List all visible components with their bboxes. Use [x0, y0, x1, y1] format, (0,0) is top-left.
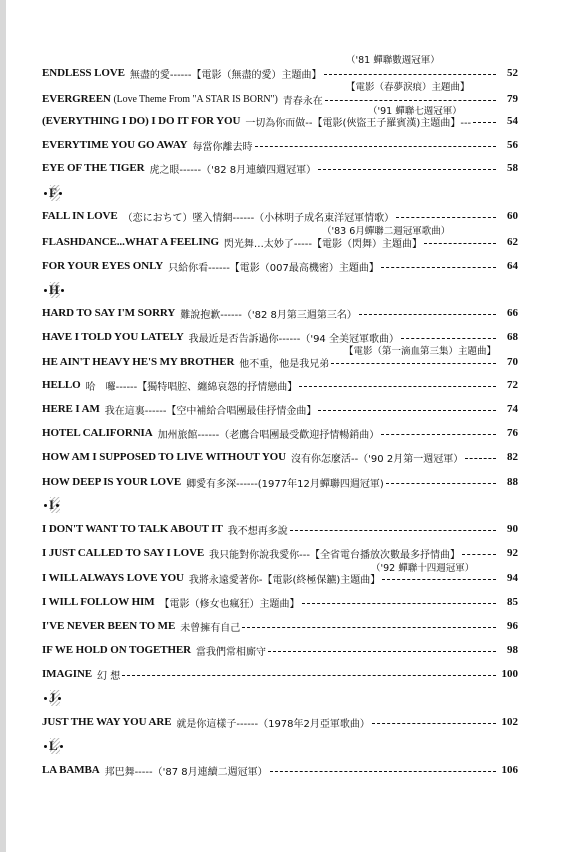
- song-entry[interactable]: [42, 545, 518, 561]
- song-entry[interactable]: [42, 666, 518, 682]
- chart-note: （'83 6月蟬聯二週冠軍歌曲）: [322, 226, 451, 237]
- song-entry[interactable]: [42, 762, 518, 778]
- song-entry[interactable]: [42, 354, 518, 370]
- section-letter-h: H: [44, 283, 66, 297]
- page-number: 85: [507, 596, 518, 608]
- page-number: 79: [507, 93, 518, 105]
- song-entry[interactable]: [42, 160, 518, 176]
- song-title-en: EYE OF THE TIGER: [42, 162, 145, 174]
- section-letter-j: J: [44, 691, 66, 705]
- binding-edge: [0, 0, 6, 852]
- page-number: 102: [501, 716, 518, 728]
- song-title-zh: 我在這裏------【空中補給合唱團最佳抒情金曲】: [104, 405, 317, 417]
- song-title-en: FLASHDANCE...WHAT A FEELING: [42, 236, 219, 248]
- song-title-zh: 一切為你而做--【電影(俠盜王子羅賓漢)主題曲】---: [245, 117, 472, 129]
- song-title-en: HE AIN'T HEAVY HE'S MY BROTHER: [42, 356, 235, 368]
- song-entry[interactable]: [42, 449, 518, 465]
- page-number: 62: [507, 236, 518, 248]
- song-entry[interactable]: [42, 258, 518, 274]
- song-entry[interactable]: [42, 570, 518, 586]
- song-title-en: FOR YOUR EYES ONLY: [42, 260, 164, 272]
- page-number: 76: [507, 427, 518, 439]
- chart-note: 【電影（第一滴血第三集）主題曲】: [344, 346, 497, 357]
- song-title-en: IMAGINE: [42, 668, 93, 680]
- dot-leader: [331, 363, 496, 364]
- song-title-en: I WILL ALWAYS LOVE YOU: [42, 572, 184, 584]
- dot-leader: [381, 434, 496, 435]
- song-title-en: (EVERYTHING I DO) I DO IT FOR YOU: [42, 115, 241, 127]
- dot-leader: [473, 122, 496, 123]
- song-title-zh: 虎之眼------（'82 8月連續四週冠軍）: [149, 164, 317, 176]
- dot-leader: [396, 217, 496, 218]
- song-title-zh: 青春永在: [282, 95, 323, 107]
- song-title-zh: 卿愛有多深------(1977年12月蟬聯四週冠軍): [186, 478, 384, 490]
- page-number: 52: [507, 67, 518, 79]
- page-number: 68: [507, 331, 518, 343]
- dot-leader: [325, 100, 496, 101]
- page-number: 98: [507, 644, 518, 656]
- song-title-en: HOTEL CALIFORNIA: [42, 427, 153, 439]
- section-letter-i: I: [44, 498, 66, 512]
- dot-leader: [372, 723, 496, 724]
- song-title-zh: 加州旅館------（老鷹合唱團最受歡迎抒情暢銷曲）: [157, 429, 380, 441]
- song-entry[interactable]: [42, 113, 518, 129]
- dot-leader: [122, 675, 496, 676]
- dot-leader: [255, 146, 496, 147]
- chart-note: （'91 蟬聯七週冠軍）: [368, 106, 462, 117]
- section-letter-f: F: [44, 186, 66, 200]
- song-entry[interactable]: [42, 521, 518, 537]
- dot-leader: [401, 338, 496, 339]
- page-number: 100: [501, 668, 518, 680]
- song-entry[interactable]: [42, 401, 518, 417]
- song-title-zh: （恋におちて）墜入情網------（小林明子成名東洋冠軍情歌）: [122, 212, 395, 224]
- chart-note: （'92 蟬聯十四週冠軍）: [371, 563, 475, 574]
- page-number: 66: [507, 307, 518, 319]
- song-entry[interactable]: [42, 305, 518, 321]
- page-number: 64: [507, 260, 518, 272]
- page-number: 72: [507, 379, 518, 391]
- song-title-zh: 難說抱歉------（'82 8月第三週第三名）: [180, 309, 357, 321]
- song-title-en: FALL IN LOVE: [42, 210, 118, 222]
- page-number: 88: [507, 476, 518, 488]
- song-entry[interactable]: [42, 208, 518, 224]
- song-title-en: I WILL FOLLOW HIM: [42, 596, 155, 608]
- dot-leader: [386, 483, 496, 484]
- song-title-zh: 我最近是否告訴過你------（'94 全美冠軍歌曲）: [188, 333, 399, 345]
- page-number: 106: [501, 764, 518, 776]
- dot-leader: [318, 169, 496, 170]
- song-title-zh: 未曾擁有自己: [180, 622, 241, 634]
- song-title-zh: 哈 囉------【獨特唱腔、纏綿哀怨的抒情戀曲】: [85, 381, 298, 393]
- page-number: 94: [507, 572, 518, 584]
- song-title-zh: 我將永遠愛著你-【電影(終極保鑣)主題曲】: [188, 574, 381, 586]
- song-title-zh: 只給你看------【電影（007最高機密）主題曲】: [168, 262, 379, 274]
- song-title-zh: 當我們常相廝守: [196, 646, 266, 658]
- song-entry[interactable]: [42, 714, 518, 730]
- page-number: 58: [507, 162, 518, 174]
- chart-note: 【電影（春夢淚痕）主題曲】: [346, 82, 470, 93]
- song-title-en: HERE I AM: [42, 403, 100, 415]
- dot-leader: [465, 458, 496, 459]
- page-number: 90: [507, 523, 518, 535]
- song-title-en: I'VE NEVER BEEN TO ME: [42, 620, 176, 632]
- song-entry[interactable]: [42, 594, 518, 610]
- page-number: 96: [507, 620, 518, 632]
- song-title-en: LA BAMBA: [42, 764, 100, 776]
- page-number: 60: [507, 210, 518, 222]
- song-entry[interactable]: [42, 234, 518, 250]
- song-entry[interactable]: [42, 377, 518, 393]
- song-title-zh: 我只能對你說我愛你---【全省電台播放次數最多抒情曲】: [209, 549, 460, 561]
- song-title-en: JUST THE WAY YOU ARE: [42, 716, 172, 728]
- dot-leader: [299, 386, 496, 387]
- song-title-en: HARD TO SAY I'M SORRY: [42, 307, 176, 319]
- dot-leader: [462, 554, 496, 555]
- song-title-en: [42, 93, 278, 105]
- dot-leader: [302, 603, 496, 604]
- song-title-en: HAVE I TOLD YOU LATELY: [42, 331, 184, 343]
- page-number: 74: [507, 403, 518, 415]
- song-title-en: ENDLESS LOVE: [42, 67, 125, 79]
- song-title-zh: 就是你這樣子------（1978年2月亞軍歌曲）: [176, 718, 370, 730]
- song-entry[interactable]: [42, 137, 518, 153]
- dot-leader: [270, 771, 496, 772]
- song-entry[interactable]: [42, 425, 518, 441]
- section-letter-l: L: [44, 739, 66, 753]
- dot-leader: [381, 267, 496, 268]
- song-title-en: I JUST CALLED TO SAY I LOVE: [42, 547, 205, 559]
- song-title-zh: 幻 想: [97, 670, 121, 682]
- page-number: 54: [507, 115, 518, 127]
- song-entry[interactable]: [42, 474, 518, 490]
- song-title-en: HOW DEEP IS YOUR LOVE: [42, 476, 182, 488]
- dot-leader: [359, 314, 496, 315]
- page-number: 82: [507, 451, 518, 463]
- song-title-zh: 【電影（修女也瘋狂）主題曲】: [159, 598, 300, 610]
- dot-leader: [382, 579, 496, 580]
- song-title-zh: 沒有你怎麼活--（'90 2月第一週冠軍）: [290, 453, 464, 465]
- song-title-zh: 邦巴舞-----（'87 8月連續二週冠軍）: [104, 766, 268, 778]
- song-title-en: HELLO: [42, 379, 81, 391]
- song-title-en-main: EVERGREEN: [42, 93, 111, 105]
- dot-leader: [290, 530, 496, 531]
- song-title-en: EVERYTIME YOU GO AWAY: [42, 139, 188, 151]
- chart-note: （'81 蟬聯數週冠軍）: [346, 55, 440, 66]
- page-number: 56: [507, 139, 518, 151]
- song-title-en: IF WE HOLD ON TOGETHER: [42, 644, 191, 656]
- song-title-en-subtitle: (Love Theme From "A STAR IS BORN"): [113, 94, 278, 105]
- song-title-zh: 我不想再多說: [227, 525, 288, 537]
- dot-leader: [324, 74, 496, 75]
- song-title-zh: 閃光舞…太妙了-----【電影（閃舞）主題曲】: [223, 238, 422, 250]
- song-title-zh: 無盡的愛------【電影（無盡的愛）主題曲】: [129, 69, 322, 81]
- page-number: 92: [507, 547, 518, 559]
- dot-leader: [318, 410, 496, 411]
- page-number: 70: [507, 356, 518, 368]
- song-entry[interactable]: [42, 618, 518, 634]
- song-title-zh: 每當你離去時: [192, 141, 253, 153]
- song-title-en: I DON'T WANT TO TALK ABOUT IT: [42, 523, 223, 535]
- dot-leader: [242, 627, 496, 628]
- dot-leader: [424, 243, 496, 244]
- song-title-en: HOW AM I SUPPOSED TO LIVE WITHOUT YOU: [42, 451, 286, 463]
- song-title-zh: 他不重，他是我兄弟: [239, 358, 330, 370]
- dot-leader: [268, 651, 496, 652]
- song-entry[interactable]: [42, 642, 518, 658]
